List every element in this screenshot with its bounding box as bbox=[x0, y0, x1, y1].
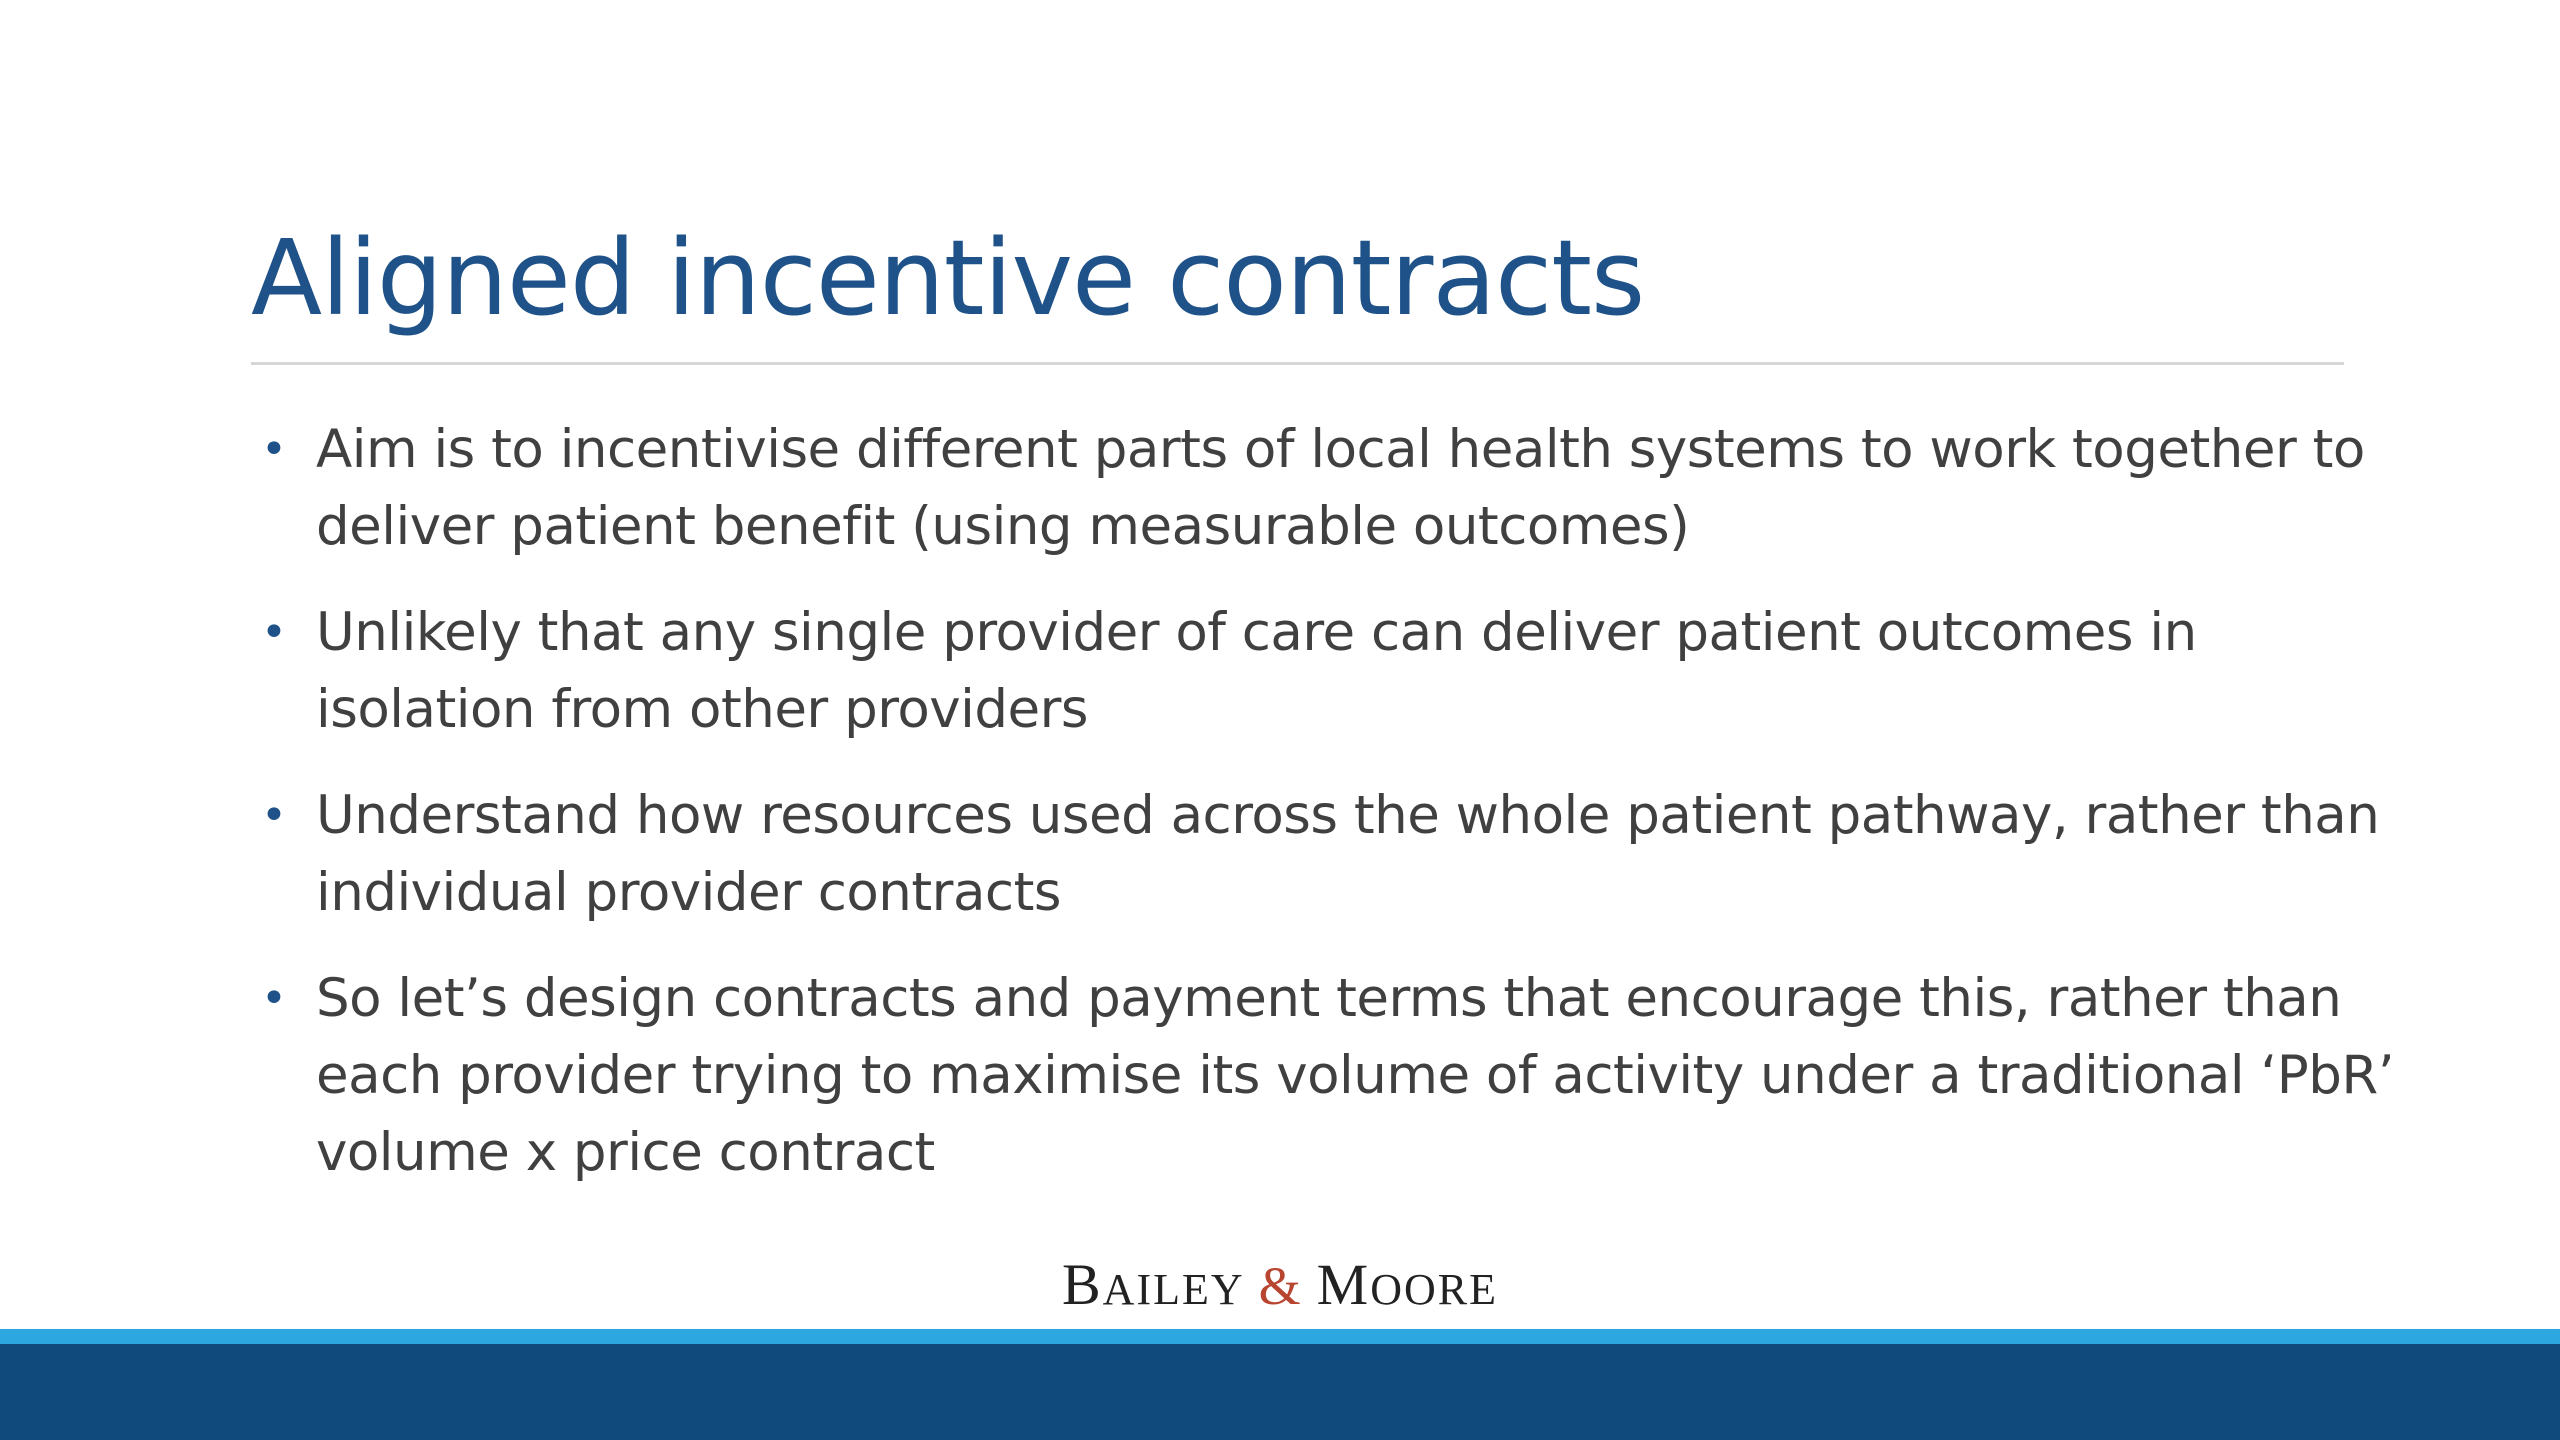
footer-band bbox=[0, 1344, 2560, 1440]
bullet-text: Unlikely that any single provider of care can deliver patient outcomes in isolation from other providers bbox=[316, 602, 2197, 740]
bullet-item bbox=[251, 777, 2411, 931]
bullet-item bbox=[251, 411, 2411, 565]
bullet-item bbox=[251, 594, 2411, 748]
bullet-text: So let’s design contracts and payment terms that encourage this, rather than each provider trying to maximise its volume of activity under a traditional ‘PbR’ volume x price contract bbox=[316, 968, 2395, 1183]
logo-word-ailey: AILEY bbox=[1102, 1265, 1245, 1314]
bullet-list bbox=[251, 411, 2411, 1220]
bullet-icon: • bbox=[261, 973, 287, 1024]
bullet-text: Understand how resources used across the whole patient pathway, rather than individual provider contracts bbox=[316, 785, 2380, 923]
company-logo bbox=[0, 1254, 2560, 1321]
bullet-item bbox=[251, 960, 2411, 1191]
bullet-icon: • bbox=[261, 790, 287, 841]
logo-ampersand: & bbox=[1258, 1256, 1303, 1316]
title-divider bbox=[251, 362, 2344, 365]
footer-accent-band bbox=[0, 1329, 2560, 1344]
slide-title: Aligned incentive contracts bbox=[251, 217, 1645, 339]
bullet-text: Aim is to incentivise different parts of local health systems to work together to deliver patient benefit (using measurable outcomes) bbox=[316, 419, 2365, 557]
bullet-icon: • bbox=[261, 424, 287, 475]
logo-word-oore: OORE bbox=[1370, 1265, 1499, 1314]
logo-initial-m: M bbox=[1316, 1252, 1371, 1317]
logo-initial-b: B bbox=[1061, 1252, 1103, 1317]
bullet-icon: • bbox=[261, 607, 287, 658]
